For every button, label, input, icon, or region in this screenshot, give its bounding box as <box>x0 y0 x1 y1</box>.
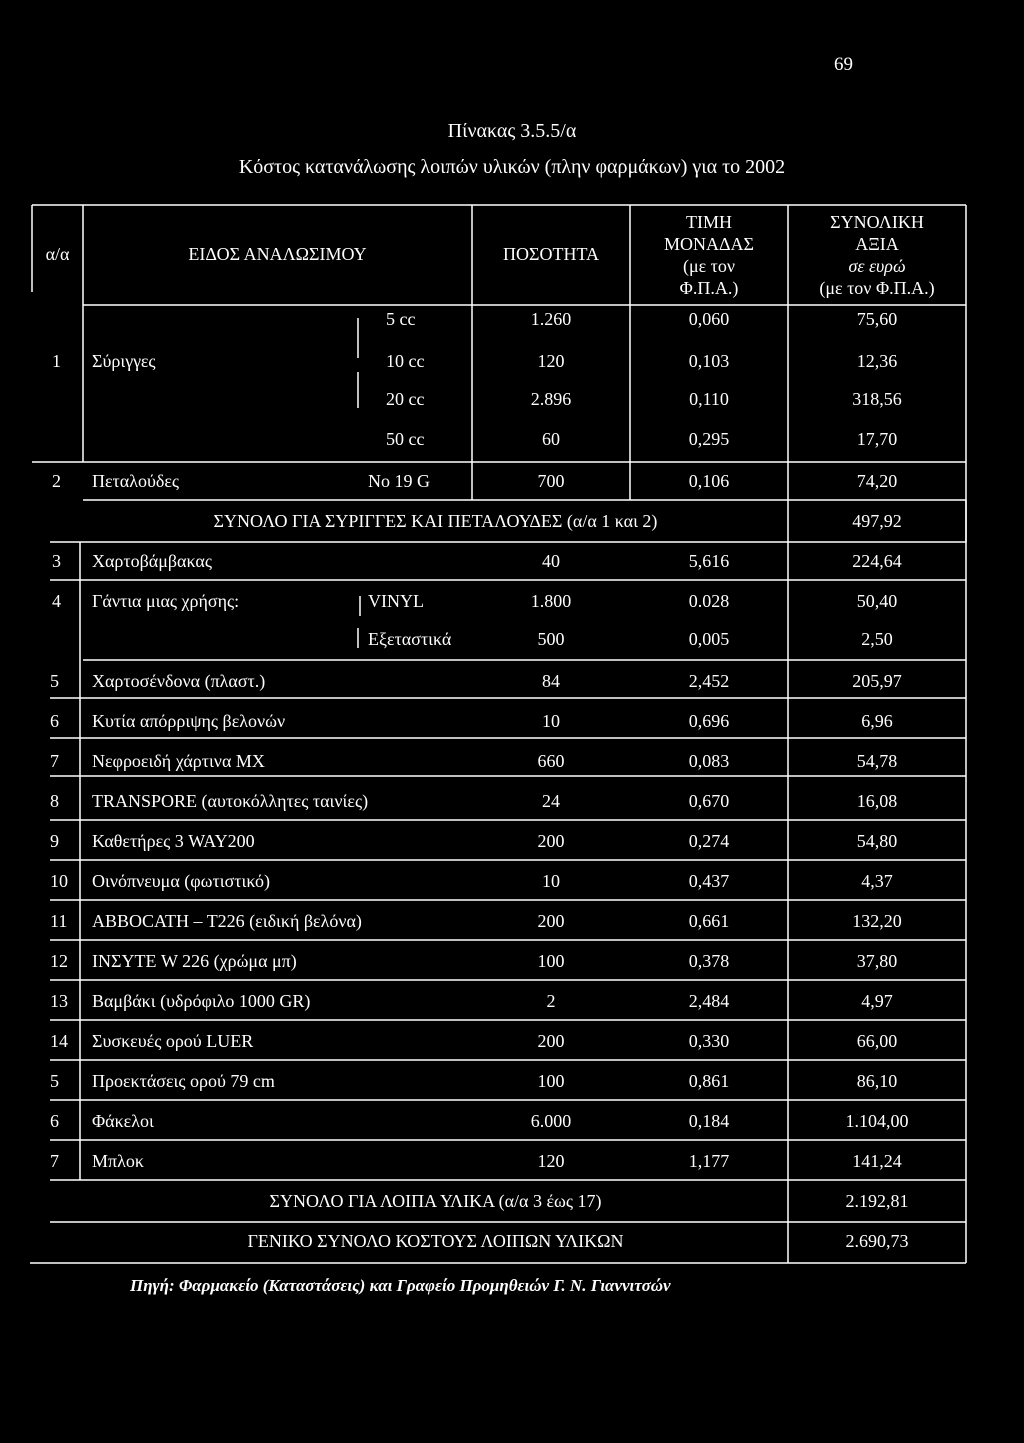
header-unit-price-1: ΤΙΜΗ <box>686 212 732 232</box>
syringe-price: 0,110 <box>689 389 729 409</box>
glove-type: Εξεταστικά <box>368 629 452 649</box>
grand-total-label: ΓΕΝΙΚΟ ΣΥΝΟΛΟ ΚΟΣΤΟΥΣ ΛΟΙΠΩΝ ΥΛΙΚΩΝ <box>247 1231 624 1251</box>
page-number: 69 <box>834 54 853 75</box>
row-item-name: ΙΝΣΥΤΕ W 226 (χρώμα μπ) <box>92 951 297 971</box>
row-price: 0,184 <box>688 1111 730 1131</box>
row-qty: 100 <box>537 1071 565 1091</box>
header-unit-price-4: Φ.Π.Α.) <box>679 278 739 298</box>
row-total: 205,97 <box>852 671 902 691</box>
row-item-name: Καθετήρες 3 WAY200 <box>92 831 255 851</box>
row-aa: 4 <box>52 591 61 611</box>
syringe-total: 75,60 <box>856 309 898 329</box>
header-item: ΕΙΔΟΣ ΑΝΑΛΩΣΙΜΟΥ <box>188 244 367 264</box>
header-total-2: ΑΞΙΑ <box>855 234 899 254</box>
row-price: 0,696 <box>688 711 730 731</box>
row-item-name: Χαρτοσένδονα (πλαστ.) <box>92 671 266 691</box>
syringe-qty: 120 <box>537 351 565 371</box>
row-qty: 660 <box>537 751 565 771</box>
row-aa: 5 <box>50 671 59 691</box>
row-total: 4,97 <box>861 991 893 1011</box>
row-aa: 14 <box>50 1031 68 1051</box>
row-qty: 10 <box>542 871 560 891</box>
row-total: 4,37 <box>861 871 893 891</box>
row-aa: 7 <box>50 751 59 771</box>
row-total: 37,80 <box>856 951 898 971</box>
glove-qty: 1.800 <box>530 591 572 611</box>
row-qty: 120 <box>537 1151 565 1171</box>
row-total: 54,80 <box>856 831 898 851</box>
row-total: 74,20 <box>856 471 898 491</box>
row-total: 224,64 <box>852 551 902 571</box>
row-price: 0,378 <box>688 951 730 971</box>
row-aa: 7 <box>50 1151 59 1171</box>
grand-total-value: 2.690,73 <box>845 1231 909 1251</box>
row-aa: 3 <box>52 551 61 571</box>
syringe-total: 17,70 <box>856 429 898 449</box>
row-aa: 2 <box>52 471 61 491</box>
row-price: 2,484 <box>688 991 730 1011</box>
syringe-size: 5 cc <box>386 309 416 329</box>
glove-price: 0.028 <box>688 591 730 611</box>
row-qty: 10 <box>542 711 560 731</box>
row-price: 0,670 <box>688 791 730 811</box>
syringe-qty: 2.896 <box>530 389 572 409</box>
row-qty: 200 <box>537 831 565 851</box>
row-aa: 8 <box>50 791 59 811</box>
row-qty: 24 <box>542 791 560 811</box>
row-qty: 200 <box>537 1031 565 1051</box>
header-aa: α/α <box>45 244 70 264</box>
row-total: 66,00 <box>856 1031 898 1051</box>
row-qty: 700 <box>537 471 565 491</box>
row-price: 0,437 <box>688 871 730 891</box>
row-item-name: Συσκευές ορού LUER <box>92 1031 254 1051</box>
row-item-name: Οινόπνευμα (φωτιστικό) <box>92 871 271 891</box>
row-qty: 100 <box>537 951 565 971</box>
row-item-name: Φάκελοι <box>92 1111 154 1131</box>
row-total: 141,24 <box>852 1151 902 1171</box>
table-title: Πίνακας 3.5.5/α <box>447 120 577 142</box>
row-total: 54,78 <box>856 751 898 771</box>
header-total-3: σε ευρώ <box>848 256 906 276</box>
syringe-qty: 60 <box>542 429 560 449</box>
row-qty: 2 <box>546 991 556 1011</box>
row-aa: 5 <box>50 1071 59 1091</box>
syringe-price: 0,060 <box>688 309 730 329</box>
row-item-name: Κυτία απόρριψης βελονών <box>92 711 286 731</box>
row-price: 0,274 <box>688 831 730 851</box>
row-aa: 13 <box>50 991 68 1011</box>
row-item-name: Πεταλούδες <box>92 471 180 491</box>
header-unit-price-3: (με τον <box>682 256 736 276</box>
row-total: 132,20 <box>852 911 902 931</box>
header-quantity: ΠΟΣΟΤΗΤΑ <box>502 244 600 264</box>
glove-total: 50,40 <box>856 591 898 611</box>
row-item-name: Γάντια μιας χρήσης: <box>92 591 240 611</box>
syringe-total: 12,36 <box>856 351 898 371</box>
glove-total: 2,50 <box>861 629 893 649</box>
subtotal-value: 2.192,81 <box>845 1191 909 1211</box>
row-item-name: Μπλοκ <box>92 1151 144 1171</box>
row-item-name: TRANSPORE (αυτοκόλλητες ταινίες) <box>92 791 369 811</box>
row-qty: 84 <box>542 671 560 691</box>
row-total: 6,96 <box>861 711 893 731</box>
row-price: 0,861 <box>688 1071 730 1091</box>
subtotal-label: ΣΥΝΟΛΟ ΓΙΑ ΣΥΡΙΓΓΕΣ ΚΑΙ ΠΕΤΑΛΟΥΔΕΣ (α/α 1 και 2) <box>213 511 658 531</box>
row-item-name: Σύριγγες <box>92 351 156 371</box>
row-total: 16,08 <box>856 791 898 811</box>
syringe-size: 20 cc <box>386 389 425 409</box>
row-price: 0,661 <box>688 911 730 931</box>
header-total-4: (με τον Φ.Π.Α.) <box>819 278 935 298</box>
syringe-size: 10 cc <box>386 351 425 371</box>
syringe-size: 50 cc <box>386 429 425 449</box>
row-qty: 200 <box>537 911 565 931</box>
row-aa: 6 <box>50 711 59 731</box>
row-spec: No 19 G <box>368 471 430 491</box>
row-price: 5,616 <box>688 551 730 571</box>
row-item-name: Βαμβάκι (υδρόφιλο 1000 GR) <box>92 991 311 1011</box>
row-aa: 12 <box>50 951 68 971</box>
row-aa: 9 <box>50 831 59 851</box>
row-price: 0,106 <box>688 471 730 491</box>
row-aa: 10 <box>50 871 68 891</box>
syringe-price: 0,295 <box>688 429 730 449</box>
row-item-name: ABBOCATH – T226 (ειδική βελόνα) <box>92 911 362 931</box>
row-total: 1.104,00 <box>845 1111 909 1131</box>
glove-type: VINYL <box>368 591 424 611</box>
syringe-qty: 1.260 <box>530 309 572 329</box>
syringe-price: 0,103 <box>688 351 730 371</box>
table-subtitle: Κόστος κατανάλωσης λοιπών υλικών (πλην φαρμάκων) για το 2002 <box>238 156 786 178</box>
header-total-1: ΣΥΝΟΛΙΚΗ <box>830 212 924 232</box>
row-qty: 6.000 <box>530 1111 572 1131</box>
header-unit-price-2: ΜΟΝΑΔΑΣ <box>663 234 755 254</box>
row-item-name: Νεφροειδή χάρτινα ΜΧ <box>92 751 265 771</box>
syringe-total: 318,56 <box>852 389 902 409</box>
subtotal-label: ΣΥΝΟΛΟ ΓΙΑ ΛΟΙΠΑ ΥΛΙΚΑ (α/α 3 έως 17) <box>269 1191 602 1211</box>
row-item-name: Προεκτάσεις ορού 79 cm <box>92 1071 275 1091</box>
row-aa: 1 <box>52 351 61 371</box>
row-price: 0,083 <box>688 751 730 771</box>
source-note: Πηγή: Φαρμακείο (Καταστάσεις) και Γραφείο Προμηθειών Γ. Ν. Γιαννιτσών <box>130 1276 671 1295</box>
glove-price: 0,005 <box>688 629 730 649</box>
subtotal-value: 497,92 <box>852 511 902 531</box>
row-item-name: Χαρτοβάμβακας <box>92 551 212 571</box>
row-aa: 6 <box>50 1111 59 1131</box>
row-price: 0,330 <box>688 1031 730 1051</box>
row-qty: 40 <box>542 551 560 571</box>
row-total: 86,10 <box>856 1071 898 1091</box>
row-price: 1,177 <box>688 1151 730 1171</box>
glove-qty: 500 <box>537 629 565 649</box>
row-price: 2,452 <box>688 671 730 691</box>
row-aa: 11 <box>50 911 68 931</box>
